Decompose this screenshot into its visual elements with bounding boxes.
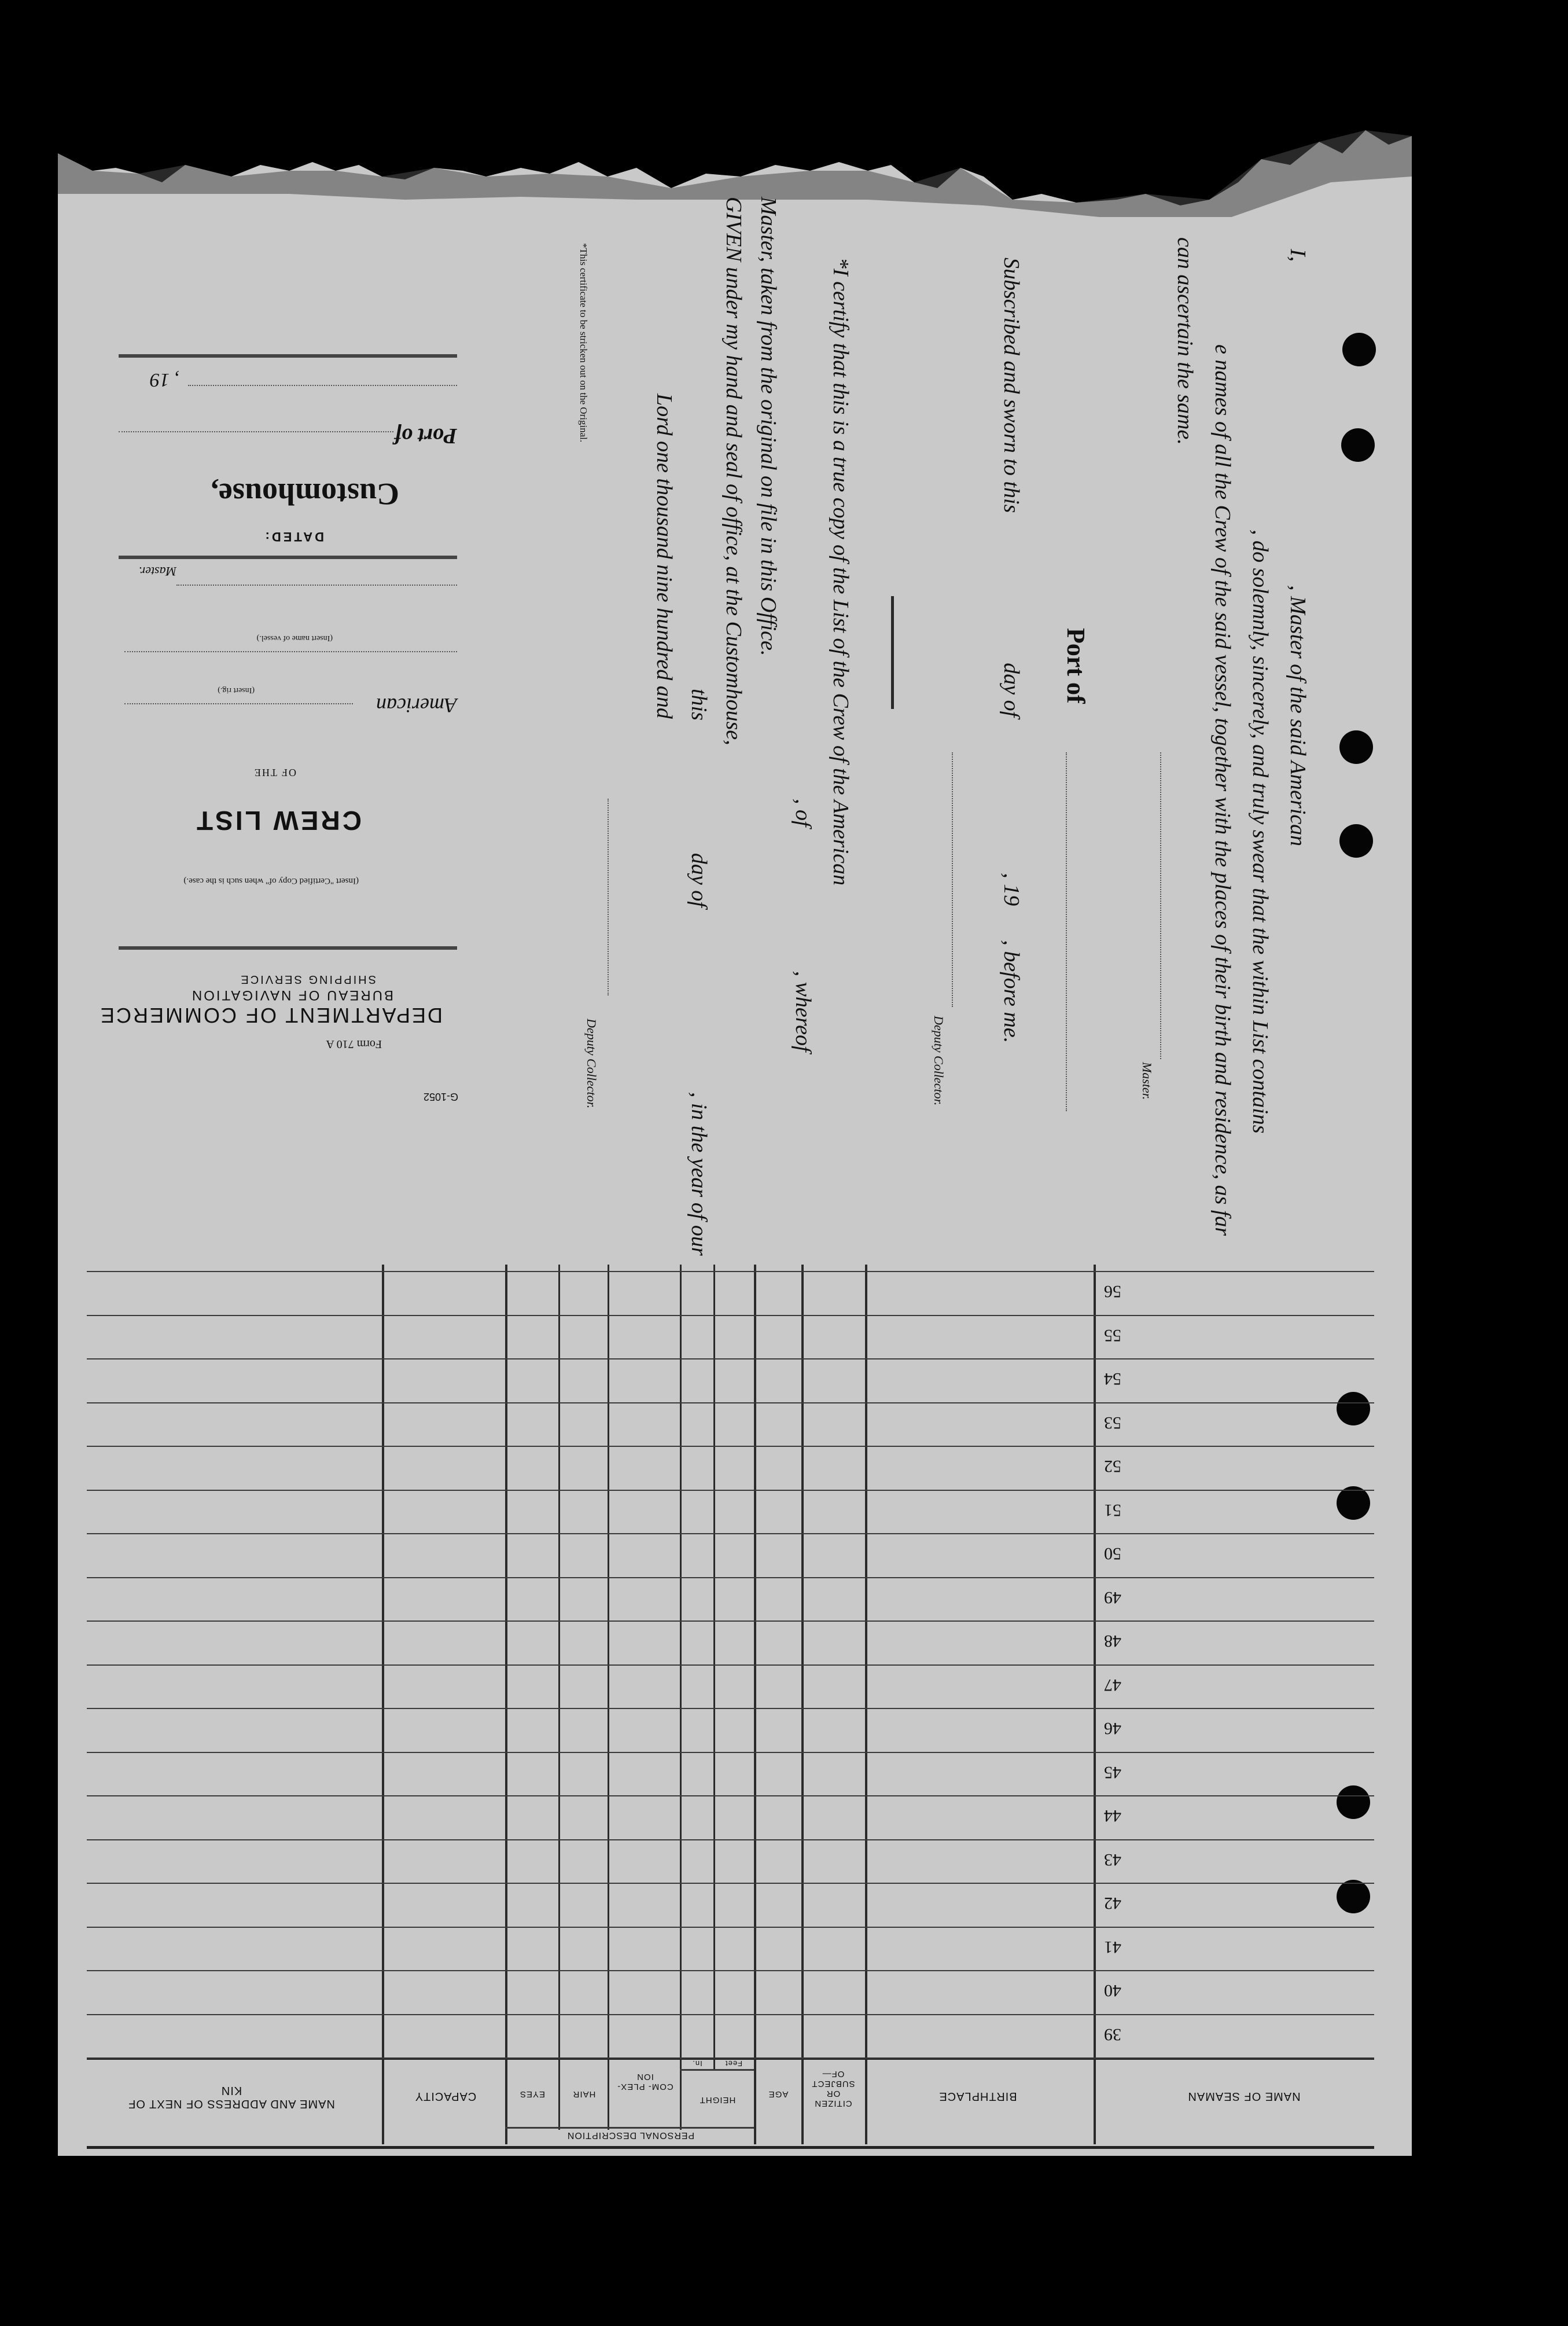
punch-hole [1342, 333, 1376, 366]
hdr-age: AGE [768, 2089, 789, 2099]
cover-master-line [176, 585, 457, 586]
section-divider [891, 596, 894, 709]
cover-insert-cert: (Insert "Certified Copy of" when such is the case.) [183, 876, 359, 885]
col-div [505, 1265, 507, 2144]
certify-collector: Deputy Collector. [584, 1019, 599, 1109]
punch-hole [1337, 1486, 1370, 1520]
cover-insert-rig: (Insert rig.) [218, 686, 255, 695]
row-number: 55 [1104, 1326, 1121, 1345]
cover-rule-3 [119, 354, 457, 358]
oath-line-1 [1285, 249, 1311, 846]
cover-master: Master. [138, 564, 176, 579]
hdr-feet: Feet [725, 2059, 743, 2068]
table-row-line [87, 1970, 1374, 1971]
row-number: 56 [1104, 1282, 1121, 1301]
row-number: 44 [1104, 1806, 1121, 1825]
row-number: 50 [1104, 1544, 1121, 1563]
cover-rule-2 [119, 556, 457, 559]
certify-collector-line [608, 799, 610, 995]
punch-hole [1337, 1880, 1370, 1913]
cover-port-line [119, 431, 393, 432]
table-row-line [87, 1577, 1374, 1578]
punch-hole [1339, 824, 1373, 858]
table-row-line [87, 2057, 1374, 2059]
height-rule [680, 2069, 754, 2071]
cover-insert-name: (Insert name of vessel.) [256, 634, 333, 642]
cover-form-code: G-1052 [423, 1091, 458, 1103]
hdr-personal: PERSONAL DESCRIPTION [566, 2130, 695, 2140]
certify-line-2 [790, 799, 816, 1052]
certify-of: , of [791, 799, 815, 827]
certify-line-6: Lord one thousand nine hundred and [652, 394, 676, 719]
row-number: 54 [1104, 1369, 1121, 1388]
col-div [608, 1265, 609, 2130]
hdr-eyes: EYES [519, 2089, 546, 2099]
sworn-before: , before me. [999, 940, 1024, 1043]
cover-title: CREW LIST [194, 806, 362, 836]
personal-desc-rule [505, 2127, 754, 2129]
table-row-line [87, 1839, 1374, 1840]
hdr-complexion: COM- PLEX- ION [617, 2072, 673, 2092]
table-row-line [87, 1315, 1374, 1316]
hdr-hair: HAIR [572, 2089, 596, 2099]
table-row-line [87, 1883, 1374, 1884]
table-bottom-rule [87, 2146, 1374, 2149]
col-div [680, 1265, 682, 2130]
cover-name-line [124, 651, 457, 652]
sworn-day: day of [999, 663, 1024, 718]
cover-dated: DATED: [263, 530, 324, 544]
sworn-collector: Deputy Collector. [932, 1016, 946, 1106]
table-row-line [87, 1664, 1374, 1666]
row-number: 51 [1104, 1501, 1121, 1520]
punch-hole [1337, 1392, 1370, 1425]
row-number: 39 [1104, 2025, 1121, 2044]
col-div [754, 1265, 756, 2144]
cover-dept: DEPARTMENT OF COMMERCE [98, 1004, 443, 1027]
certify-line-1: *I certify that this is a true copy of the List of the Crew of the American [829, 258, 853, 885]
row-number: 45 [1104, 1763, 1121, 1782]
hdr-birthplace: BIRTHPLACE [938, 2090, 1017, 2103]
sworn-subscribed: Subscribed and sworn to this [999, 258, 1024, 513]
row-number: 43 [1104, 1850, 1121, 1869]
certify-year-of-our: , in the year of our [687, 1092, 711, 1256]
oath-master-line [1160, 752, 1162, 1059]
oath-master-label: Master. [1140, 1062, 1154, 1100]
sworn-text [999, 258, 1024, 1043]
col-div [865, 1265, 867, 2144]
row-number: 40 [1104, 1981, 1121, 2000]
certify-day-of: day of [687, 853, 711, 907]
table-row-line [87, 1708, 1374, 1709]
certify-whereof: , whereof [791, 971, 815, 1052]
certify-footnote: *This certificate to be stricken out on the Original. [578, 243, 589, 443]
punch-hole [1339, 730, 1373, 764]
table-row-line [87, 1795, 1374, 1796]
row-number: 42 [1104, 1894, 1121, 1913]
certify-line-5 [686, 689, 712, 1256]
table-row-line [87, 1533, 1374, 1534]
cover-year: , 19 [150, 369, 179, 391]
row-number: 48 [1104, 1631, 1121, 1651]
oath-line-3: e names of all the Crew of the said vessel, together with the places of their birth and residence, as far [1210, 344, 1235, 1236]
table-row-line [87, 1271, 1374, 1272]
certify-this: this [687, 689, 711, 721]
row-number: 46 [1104, 1719, 1121, 1738]
table-row-line [87, 1621, 1374, 1622]
cover-year-line [188, 385, 457, 386]
hdr-inches: In. [692, 2059, 702, 2068]
sworn-port-of: Port of [1062, 628, 1090, 704]
table-row-line [87, 1402, 1374, 1403]
cover-rule [119, 946, 457, 950]
hdr-kin: NAME AND ADDRESS OF NEXT OF KIN [128, 2084, 335, 2110]
hdr-height: HEIGHT [699, 2095, 736, 2105]
col-div [1094, 1265, 1096, 2144]
table-row-line [87, 1752, 1374, 1753]
table-row-line [87, 1927, 1374, 1928]
col-div [558, 1265, 560, 2130]
row-number: 49 [1104, 1588, 1121, 1607]
table-row-line [87, 1358, 1374, 1359]
row-number: 53 [1104, 1413, 1121, 1432]
cover-customhouse: Customhouse, [211, 477, 399, 512]
hdr-capacity: CAPACITY [414, 2090, 477, 2103]
row-number: 41 [1104, 1938, 1121, 1957]
oath-line-2: , do solemnly, sincerely, and truly swear that the within List contains [1248, 530, 1272, 1134]
cover-american: American [376, 694, 457, 717]
certify-line-4: GIVEN under my hand and seal of office, at the Customhouse, [722, 197, 746, 745]
row-number: 47 [1104, 1675, 1121, 1695]
sworn-port-line [1066, 752, 1068, 1111]
cover-port-of: Port of [394, 424, 457, 448]
sworn-year: , 19 [999, 873, 1024, 906]
row-number: 52 [1104, 1457, 1121, 1476]
table-row-line [87, 1490, 1374, 1491]
cover-form-no: Form 710 A [326, 1038, 382, 1050]
punch-hole [1341, 428, 1375, 462]
oath-master-of: , Master of the said American [1286, 585, 1310, 847]
oath-i: I, [1286, 249, 1310, 262]
cover-bureau: BUREAU OF NAVIGATION [190, 987, 393, 1003]
cover-service: SHIPPING SERVICE [239, 973, 376, 986]
table-row-line [87, 2014, 1374, 2015]
col-div [382, 1265, 384, 2144]
table-row-line [87, 1446, 1374, 1447]
col-div [713, 1265, 715, 2069]
col-div [801, 1265, 804, 2144]
punch-hole [1337, 1785, 1370, 1819]
sworn-collector-line [952, 752, 954, 1007]
cover-of-the: OF THE [253, 767, 296, 778]
hdr-citizen: CITIZEN OR SUBJECT OF— [811, 2069, 855, 2108]
hdr-name: NAME OF SEAMAN [1187, 2090, 1301, 2103]
cover-rig-line [124, 703, 353, 704]
oath-line-4: can ascertain the same. [1173, 237, 1197, 445]
certify-line-3: Master, taken from the original on file in this Office. [756, 197, 781, 656]
